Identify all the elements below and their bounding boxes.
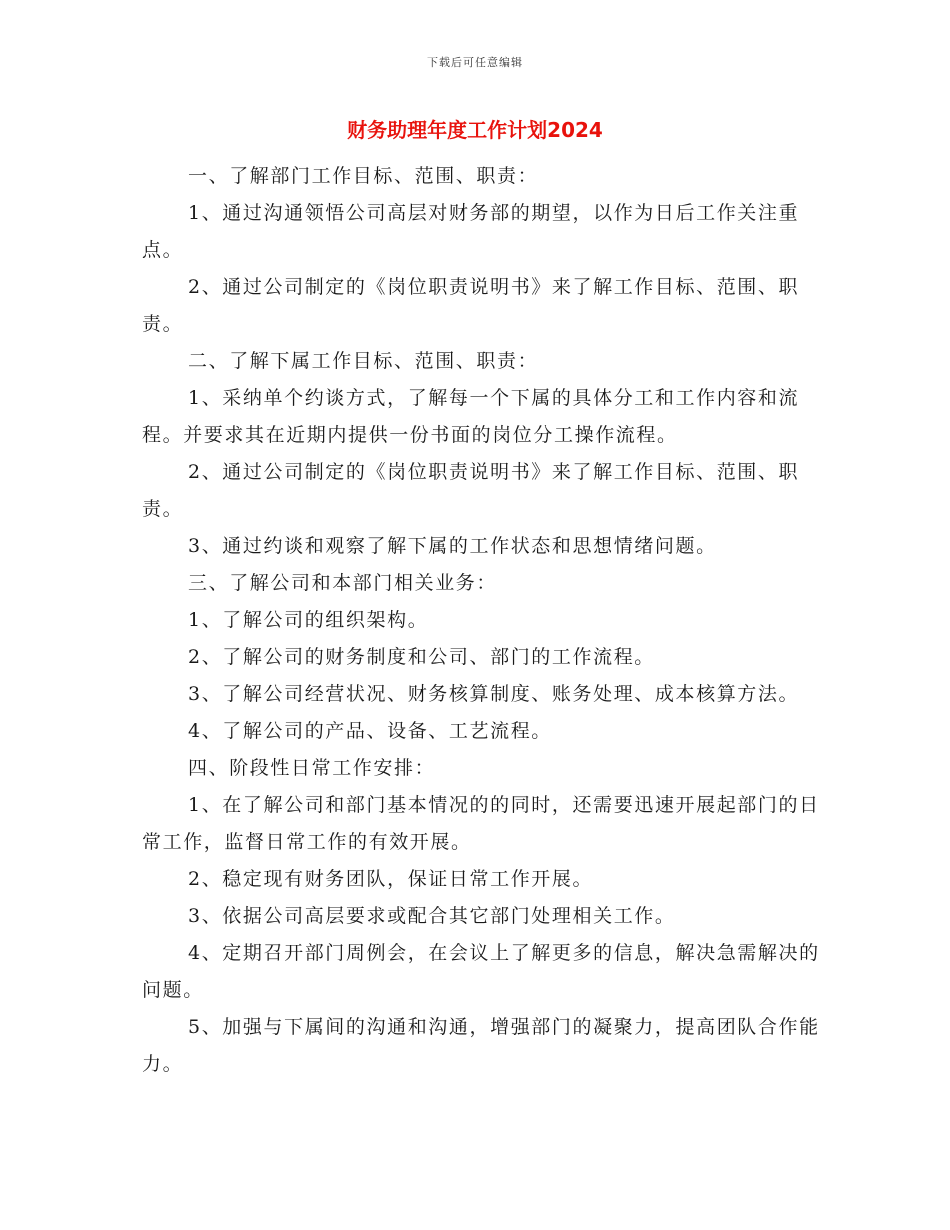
paragraph: 3、依据公司高层要求或配合其它部门处理相关工作。 <box>188 905 676 927</box>
paragraph: 3、了解公司经营状况、财务核算制度、账务处理、成本核算方法。 <box>188 683 800 705</box>
document-title: 财务助理年度工作计划2024 <box>347 118 603 142</box>
paragraph: 2、通过公司制定的《岗位职责说明书》来了解工作目标、范围、职责。 <box>142 461 800 520</box>
page-header-note: 下载后可任意编辑 <box>427 56 523 69</box>
paragraph: 5、加强与下属间的沟通和沟通，增强部门的凝聚力，提高团队合作能力。 <box>142 1016 820 1075</box>
paragraph: 1、了解公司的组织架构。 <box>188 609 429 631</box>
paragraph: 2、了解公司的财务制度和公司、部门的工作流程。 <box>188 646 655 668</box>
paragraph: 2、通过公司制定的《岗位职责说明书》来了解工作目标、范围、职责。 <box>142 276 800 335</box>
paragraph: 2、稳定现有财务团队，保证日常工作开展。 <box>188 868 594 890</box>
paragraph: 4、了解公司的产品、设备、工艺流程。 <box>188 720 552 742</box>
section-heading-4: 四、阶段性日常工作安排： <box>188 757 436 779</box>
paragraph: 1、在了解公司和部门基本情况的的同时，还需要迅速开展起部门的日常工作，监督日常工作的有效开展。 <box>142 794 820 853</box>
paragraph: 3、通过约谈和观察了解下属的工作状态和思想情绪问题。 <box>188 535 717 557</box>
paragraph: 1、采纳单个约谈方式，了解每一个下属的具体分工和工作内容和流程。并要求其在近期内提供一份书面的岗位分工操作流程。 <box>142 387 800 446</box>
section-heading-3: 三、了解公司和本部门相关业务： <box>188 572 498 594</box>
section-heading-2: 二、了解下属工作目标、范围、职责： <box>188 350 539 372</box>
document-body <box>142 158 822 1083</box>
paragraph: 4、定期召开部门周例会，在会议上了解更多的信息，解决急需解决的问题。 <box>142 942 820 1001</box>
paragraph: 1、通过沟通领悟公司高层对财务部的期望，以作为日后工作关注重点。 <box>142 202 800 261</box>
section-heading-1: 一、了解部门工作目标、范围、职责： <box>188 165 539 187</box>
